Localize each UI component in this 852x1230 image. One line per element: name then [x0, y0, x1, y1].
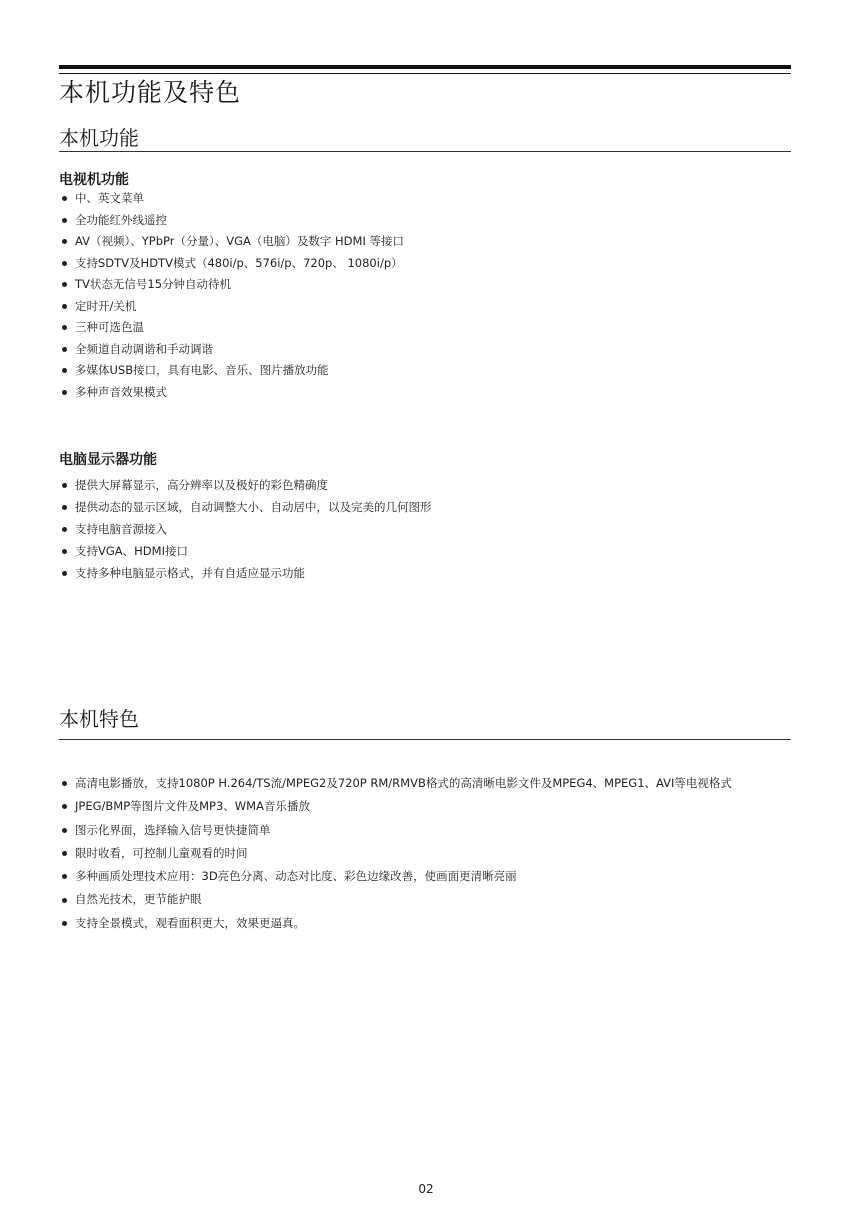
- bullet-icon: [62, 218, 67, 223]
- page-number: 02: [418, 1182, 434, 1196]
- functions-heading: 本机功能: [59, 126, 139, 150]
- list-item: 中、英文菜单: [62, 188, 404, 210]
- bullet-icon: [62, 781, 67, 786]
- bullet-icon: [62, 304, 67, 309]
- bullet-icon: [62, 347, 67, 352]
- bullet-icon: [62, 851, 67, 856]
- bullet-icon: [62, 282, 67, 287]
- list-item: 多种画质处理技术应用：3D亮色分离、动态对比度、彩色边缘改善，使画面更清晰亮丽: [62, 865, 732, 888]
- pc-functions-list: [62, 474, 432, 584]
- bullet-icon: [62, 828, 67, 833]
- bullet-icon: [62, 898, 67, 903]
- pc-functions-heading: 电脑显示器功能: [59, 452, 157, 468]
- list-item: AV（视频）、YPbPr（分量）、VGA（电脑）及数字 HDMI 等接口: [62, 231, 404, 253]
- list-item: 三种可选色温: [62, 317, 404, 339]
- tv-functions-list: [62, 188, 404, 403]
- list-item: 支持多种电脑显示格式，并有自适应显示功能: [62, 562, 432, 584]
- bullet-icon: [62, 505, 67, 510]
- list-item: TV状态无信号15分钟自动待机: [62, 274, 404, 296]
- list-item: 定时开/关机: [62, 296, 404, 318]
- bullet-icon: [62, 196, 67, 201]
- bullet-icon: [62, 804, 67, 809]
- features-list: [62, 772, 732, 935]
- features-heading: 本机特色: [59, 707, 139, 731]
- list-item: JPEG/BMP等图片文件及MP3、WMA音乐播放: [62, 795, 732, 818]
- bullet-icon: [62, 921, 67, 926]
- bullet-icon: [62, 549, 67, 554]
- list-item: 自然光技术，更节能护眼: [62, 888, 732, 911]
- list-item: 支持全景模式，观看面积更大，效果更逼真。: [62, 912, 732, 935]
- bullet-icon: [62, 368, 67, 373]
- list-item: 全功能红外线遥控: [62, 210, 404, 232]
- functions-rule: [59, 151, 791, 152]
- bullet-icon: [62, 527, 67, 532]
- list-item: 提供大屏幕显示，高分辨率以及极好的彩色精确度: [62, 474, 432, 496]
- header-rule-thin: [59, 73, 791, 74]
- bullet-icon: [62, 483, 67, 488]
- list-item: 支持SDTV及HDTV模式（480i/p、576i/p、720p、 1080i/p）: [62, 253, 404, 275]
- bullet-icon: [62, 874, 67, 879]
- bullet-icon: [62, 239, 67, 244]
- list-item: 多媒体USB接口，具有电影、音乐、图片播放功能: [62, 360, 404, 382]
- list-item: 多种声音效果模式: [62, 382, 404, 404]
- bullet-icon: [62, 390, 67, 395]
- bullet-icon: [62, 261, 67, 266]
- page-title: 本机功能及特色: [59, 78, 242, 107]
- list-item: 支持电脑音源接入: [62, 518, 432, 540]
- list-item: 支持VGA、HDMI接口: [62, 540, 432, 562]
- list-item: 高清电影播放，支持1080P H.264/TS流/MPEG2及720P RM/RMVB格式的高清晰电影文件及MPEG4、MPEG1、AVI等电视格式: [62, 772, 732, 795]
- list-item: 图示化界面，选择输入信号更快捷简单: [62, 819, 732, 842]
- list-item: 限时收看，可控制儿童观看的时间: [62, 842, 732, 865]
- bullet-icon: [62, 325, 67, 330]
- tv-functions-heading: 电视机功能: [59, 172, 129, 188]
- header-rule-thick: [59, 65, 791, 69]
- features-rule: [59, 739, 791, 740]
- list-item: 全频道自动调谐和手动调谐: [62, 339, 404, 361]
- list-item: 提供动态的显示区域，自动调整大小、自动居中，以及完美的几何图形: [62, 496, 432, 518]
- bullet-icon: [62, 571, 67, 576]
